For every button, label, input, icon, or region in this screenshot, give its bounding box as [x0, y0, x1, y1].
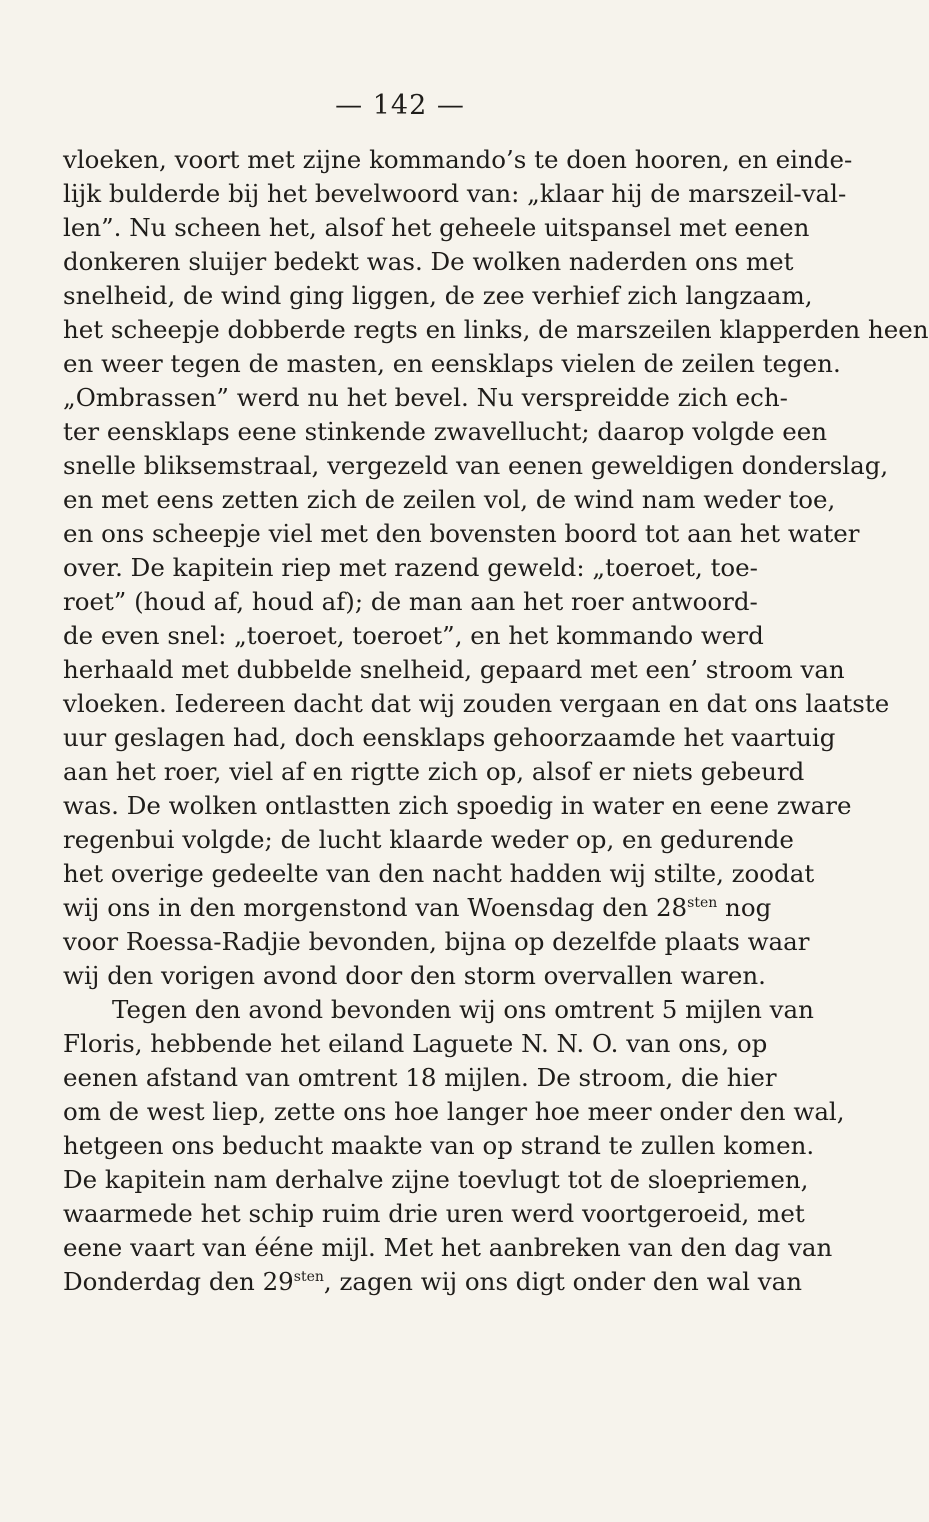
- text-line: [63, 1267, 803, 1297]
- text-line: en weer tegen de masten, en eensklaps vielen de zeilen tegen.: [63, 349, 841, 378]
- text-line: de even snel: „toeroet, toeroet”, en het kommando werd: [63, 621, 764, 650]
- text-line: snelle bliksemstraal, vergezeld van eenen geweldigen donderslag,: [63, 451, 889, 480]
- text-line: roet” (houd af, houd af); de man aan het roer antwoord-: [63, 587, 758, 616]
- text-line: vloeken, voort met zijne kommando’s te doen hooren, en einde-: [63, 145, 853, 174]
- text-line: en ons scheepje viel met den bovensten boord tot aan het water: [63, 519, 860, 548]
- text-line: aan het roer, viel af en rigtte zich op, alsof er niets gebeurd: [63, 757, 805, 786]
- text-line: uur geslagen had, doch eensklaps gehoorzaamde het vaartuig: [63, 723, 836, 752]
- text-line: len”. Nu scheen het, alsof het geheele uitspansel met eenen: [63, 213, 810, 242]
- page-number: — 142 —: [335, 90, 465, 121]
- text-line: over. De kapitein riep met razend geweld: „toeroet, toe-: [63, 553, 758, 582]
- text-line: De kapitein nam derhalve zijne toevlugt tot de sloepriemen,: [63, 1165, 809, 1194]
- text-line: hetgeen ons beducht maakte van op strand te zullen komen.: [63, 1131, 815, 1160]
- superscript-sten: sten: [293, 1269, 324, 1285]
- text-line: het overige gedeelte van den nacht hadden wij stilte, zoodat: [63, 859, 815, 888]
- text-line: voor Roessa-Radjie bevonden, bijna op dezelfde plaats waar: [63, 927, 810, 956]
- text-line: herhaald met dubbelde snelheid, gepaard met een’ stroom van: [63, 655, 845, 684]
- text-fragment: Donderdag den 29: [63, 1267, 294, 1296]
- text-line: snelheid, de wind ging liggen, de zee verhief zich langzaam,: [63, 281, 813, 310]
- text-line: Floris, hebbende het eiland Laguete N. N. O. van ons, op: [63, 1029, 768, 1058]
- text-line: en met eens zetten zich de zeilen vol, de wind nam weder toe,: [63, 485, 836, 514]
- text-line: eenen afstand van omtrent 18 mijlen. De stroom, die hier: [63, 1063, 777, 1092]
- text-line: donkeren sluijer bedekt was. De wolken naderden ons met: [63, 247, 794, 276]
- text-fragment: , zagen wij ons digt onder den wal van: [323, 1267, 803, 1296]
- text-line: [63, 893, 772, 923]
- text-line: om de west liep, zette ons hoe langer hoe meer onder den wal,: [63, 1097, 845, 1126]
- text-line: ter eensklaps eene stinkende zwavellucht; daarop volgde een: [63, 417, 828, 446]
- text-line: wij den vorigen avond door den storm overvallen waren.: [63, 961, 766, 990]
- text-line: vloeken. Iedereen dacht dat wij zouden vergaan en dat ons laatste: [63, 689, 890, 718]
- text-line: was. De wolken ontlastten zich spoedig in water en eene zware: [63, 791, 852, 820]
- text-fragment: nog: [717, 893, 772, 922]
- text-line: waarmede het schip ruim drie uren werd voortgeroeid, met: [63, 1199, 805, 1228]
- text-fragment: wij ons in den morgenstond van Woensdag den 28: [63, 893, 688, 922]
- text-line: „Ombrassen” werd nu het bevel. Nu verspreidde zich ech-: [63, 383, 788, 412]
- text-line: Tegen den avond bevonden wij ons omtrent 5 mijlen van: [112, 995, 814, 1024]
- superscript-sten: sten: [687, 895, 718, 911]
- text-line: lijk bulderde bij het bevelwoord van: „klaar hij de marszeil-val-: [63, 179, 847, 208]
- text-line: het scheepje dobberde regts en links, de marszeilen klapperden heen: [63, 315, 929, 344]
- text-line: regenbui volgde; de lucht klaarde weder op, en gedurende: [63, 825, 794, 854]
- text-line: eene vaart van ééne mijl. Met het aanbreken van den dag van: [63, 1233, 833, 1262]
